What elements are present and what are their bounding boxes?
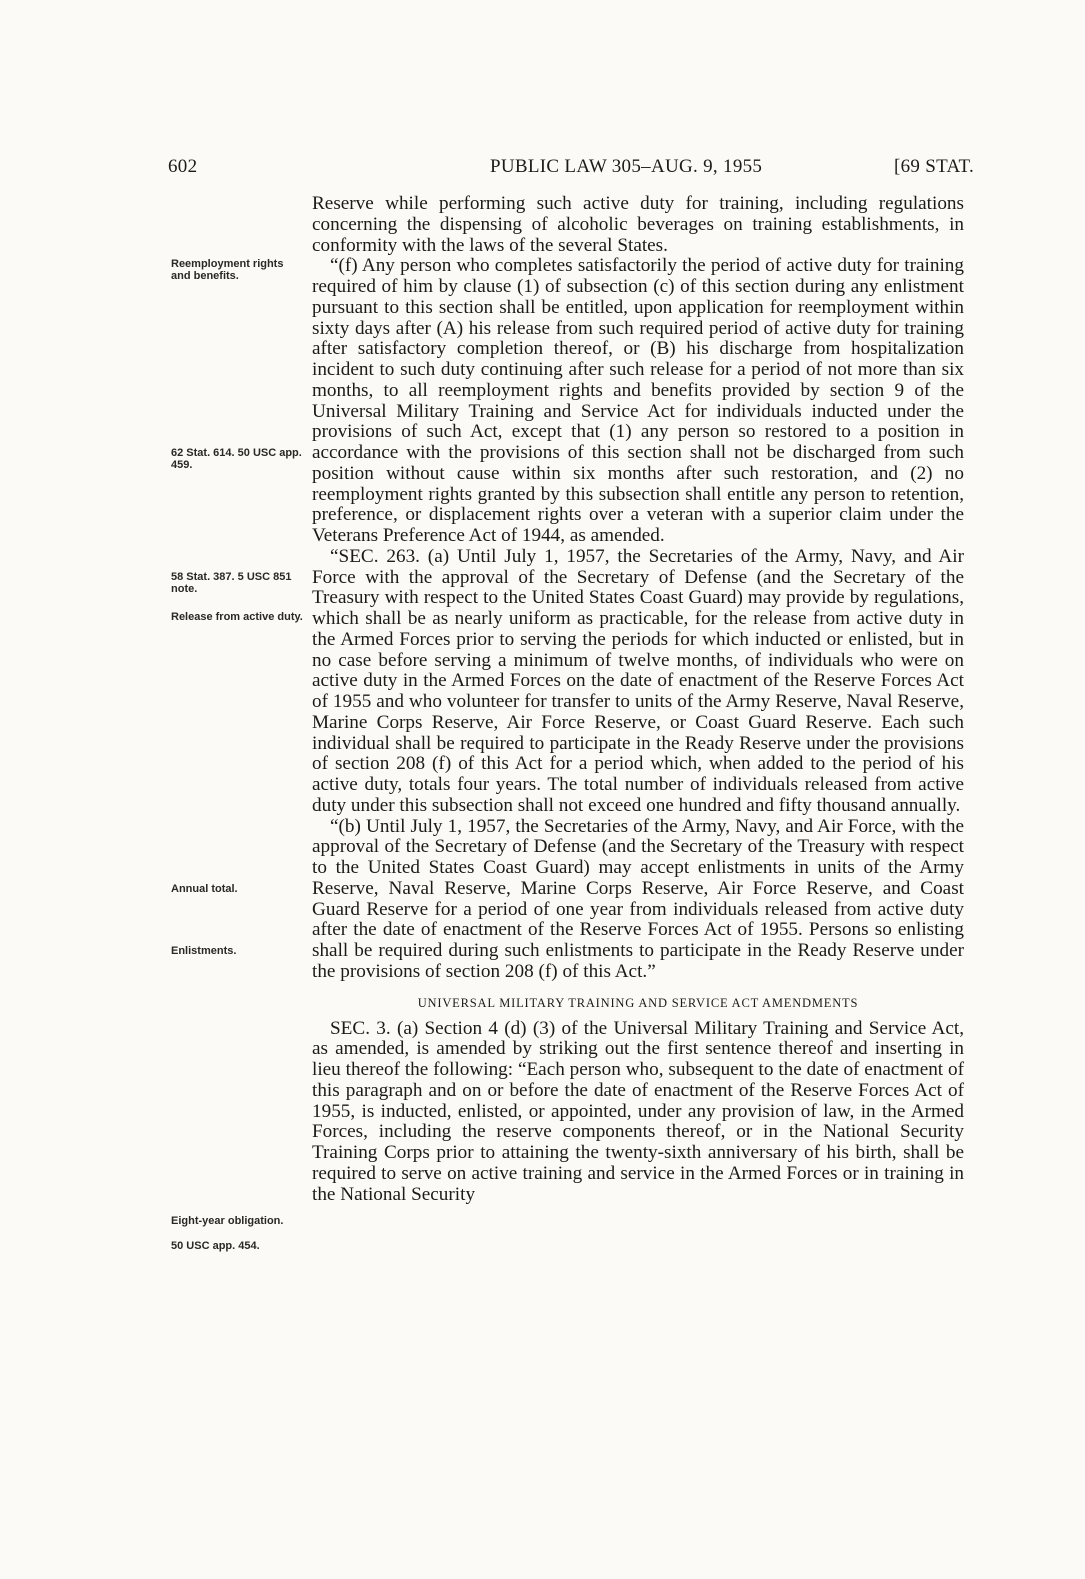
running-title: PUBLIC LAW 305–AUG. 9, 1955 (490, 156, 763, 177)
running-header (168, 156, 974, 182)
paragraph-sec-263-b: “(b) Until July 1, 1957, the Secretaries of the Army, Navy, and Air Force, with the approval of the Secretary of Defense (and the Secretary of the Treasury with respect to the United States Coast Guard) may accept enlistments in units of the Army Reserve, Naval Reserve, Marine Corps Reserve, Air Force Reserve, and Coast Guard Reserve for a period of one year from individuals released from active duty after the date of enactment of the Reserve Forces Act of 1955. Persons so enlisting shall be required during such enlistments to participate in the Ready Reserve under the provisions of section 208 (f) of this Act.” (312, 815, 964, 982)
section-lead: SEC. (330, 1017, 370, 1039)
margin-note-reemployment: Reemployment rights and benefits. (171, 258, 284, 282)
paragraph-sec-3 (312, 1019, 964, 1206)
margin-note-eight-year: Eight-year obligation. (171, 1215, 284, 1227)
margin-note-enlistments: Enlistments. (171, 945, 237, 957)
margin-note-58-stat: 58 Stat. 387. 5 USC 851 note. (171, 571, 292, 595)
margin-note-annual-total: Annual total. (171, 883, 238, 895)
body-text (312, 194, 964, 1205)
section-3-text: 3. (a) Section 4 (d) (3) of the Universal Military Training and Service Act, as amended, is amended by striking out the first sentence thereof and inserting in lieu thereof the following: “Each person who, subsequent to the date of enactment of this paragraph and on or before the date of enactment of the Reserve Forces Act of 1955, is inducted, enlisted, or appointed, under any provision of law, in the Armed Forces, including the reserve components thereof, or in the National Security Training Corps prior to attaining the twenty-sixth anniversary of his birth, shall be required to serve on active training and service in the Armed Forces or in training in the National Security (312, 1017, 965, 1205)
statute-volume: [69 STAT. (894, 156, 974, 177)
margin-note-50-usc: 50 USC app. 454. (171, 1240, 260, 1252)
margin-note-release: Release from active duty. (171, 611, 303, 623)
paragraph-reserve-duty: Reserve while performing such active duty for training, including regulations concerning the dispensing of alcoholic beverages on training establishments, in conformity with the laws of the several States. (312, 193, 964, 256)
section-263-text: 263. (a) Until July 1, 1957, the Secretaries of the Army, Navy, and Air Force with the approval of the Secretary of Defense (and the Secretary of the Treasury with respect to the United States Coast Guard) may provide by regulations, which shall be as nearly uniform as practicable, for the release from active duty in the Armed Forces prior to serving the periods for which inducted or enlisted, but in no case before serving a minimum of twelve months, of individuals who were on active duty in the Armed Forces on the date of enactment of the Reserve Forces Act of 1955 and who volunteer for transfer to units of the Army Reserve, Naval Reserve, Marine Corps Reserve, Air Force Reserve, or Coast Guard Reserve. Each such individual shall be required to participate in the Ready Reserve under the provisions of section 208 (f) of this Act for a period which, when added to the period of his active duty, totals four years. The total number of individuals released from active duty under this subsection shall not exceed one hundred and fifty thousand annually. (312, 545, 964, 816)
margin-note-62-stat: 62 Stat. 614. 50 USC app. 459. (171, 447, 302, 471)
section-lead: “SEC. (330, 545, 379, 567)
section-heading: UNIVERSAL MILITARY TRAINING AND SERVICE ACT AMENDMENTS (417, 995, 859, 1010)
paragraph-subsection-f: “(f) Any person who completes satisfactorily the period of active duty for training required of him by clause (1) of subsection (c) of this section during any enlistment pursuant to this section shall be entitled, upon application for reemployment within sixty days after (A) his release from such required period of active duty for training after satisfactory completion thereof, or (B) his discharge from hospitalization incident to such duty continuing after such release for a period of not more than six months, to all reemployment rights and benefits provided by section 9 of the Universal Military Training and Service Act for individuals inducted under the provisions of such Act, except that (1) any person so restored to a position in accordance with the provisions of this section shall not be discharged from such position without cause within six months after such restoration, and (2) no reemployment rights granted by this subsection shall entitle any person to retention, preference, or displacement rights over a veteran with a superior claim under the Veterans Preference Act of 1944, as amended. (312, 255, 964, 546)
paragraph-sec-263-a (312, 547, 964, 817)
page-number: 602 (168, 156, 198, 177)
